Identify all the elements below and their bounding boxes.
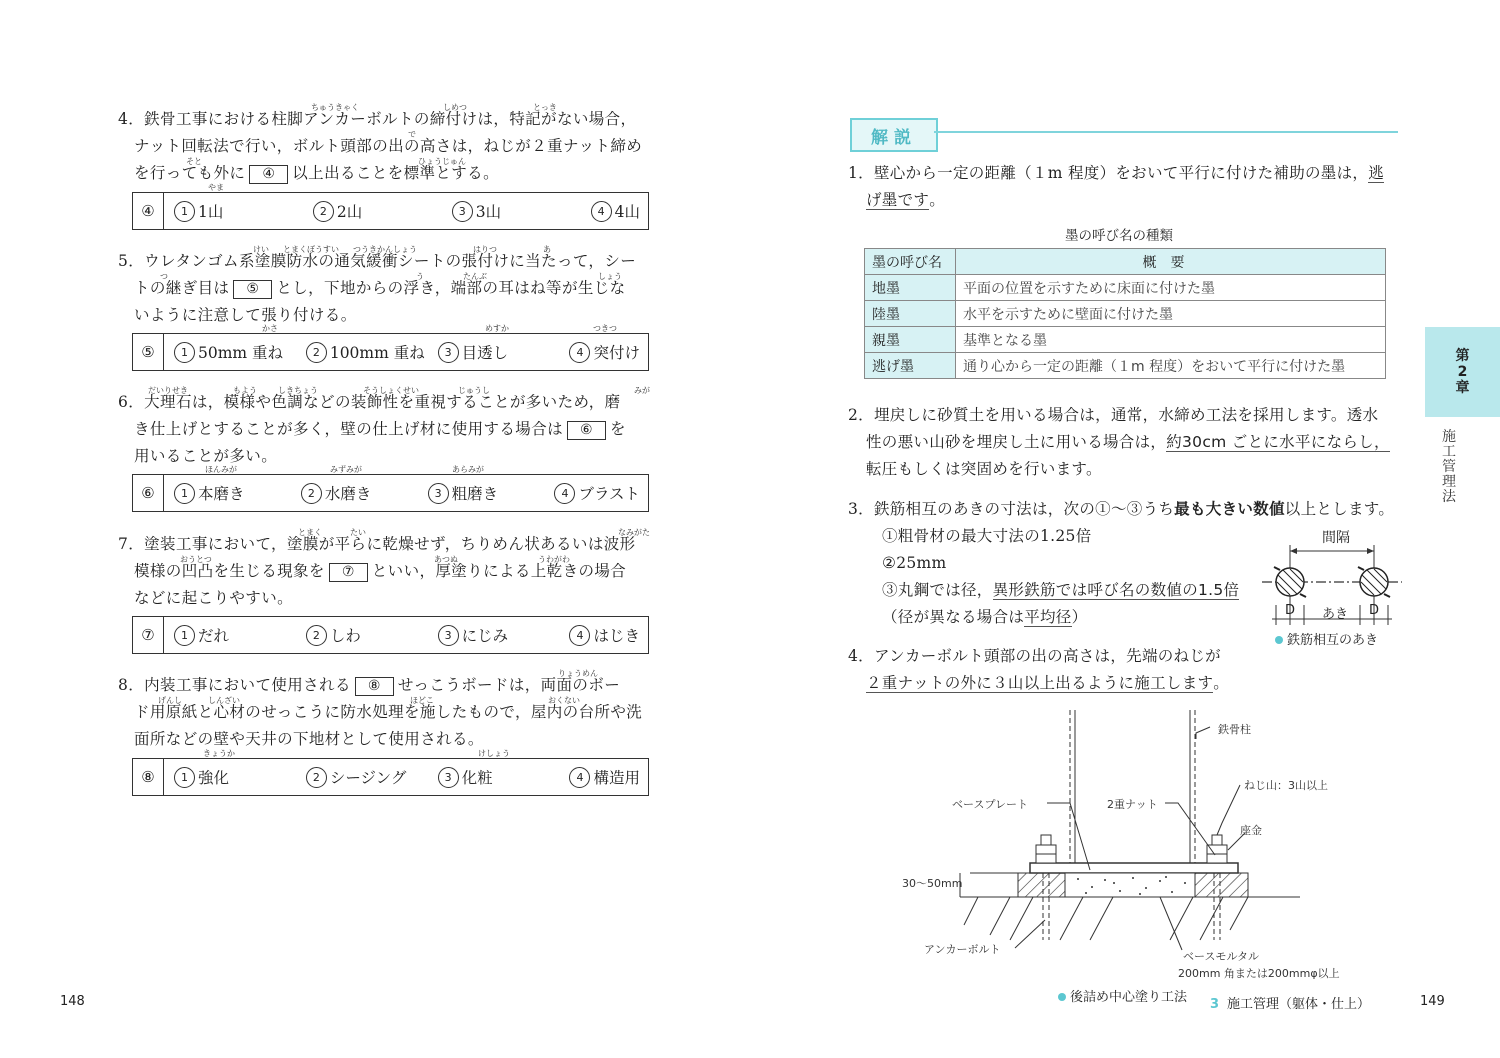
bolt-tip bbox=[1041, 835, 1051, 845]
commentary-heading: 解説 bbox=[850, 118, 938, 152]
ruby: ほどこ bbox=[410, 696, 434, 705]
rebar-left-icon bbox=[1274, 567, 1306, 597]
d-label: D bbox=[1285, 603, 1296, 618]
answer-blank: ④ bbox=[249, 165, 288, 184]
ruby: やま bbox=[208, 183, 224, 192]
ruby: りょうめん bbox=[558, 669, 598, 678]
column-label: 鉄骨柱 bbox=[1218, 723, 1251, 736]
answer-blank: ⑤ bbox=[233, 280, 272, 299]
ruby: しんざい bbox=[208, 696, 240, 705]
ruby: だいりせき bbox=[148, 386, 188, 395]
chapter-number: 3 bbox=[1210, 997, 1220, 1012]
options-number: ④ bbox=[133, 193, 164, 229]
question-text: ナット回転法で行い，ボルト頭部の出の高さは，ねじが２重ナット締め bbox=[134, 137, 643, 155]
base-mortar-label: ベースモルタル bbox=[1183, 950, 1260, 963]
option: 2 100mm 重ね bbox=[296, 341, 428, 363]
question-text: 5．ウレタンゴム系塗膜防水の通気緩衝シートの張付けに当たって，シー bbox=[118, 252, 637, 270]
ruby: そうしょくせい bbox=[363, 386, 419, 395]
answer-2: 2．埋戻しに砂質土を用いる場合は，通常，水締め工法を採用します。透水 性の悪い山砂を埋戻し土に用いる場合は，約30cm ごとに水平にならし， 転圧もしくは突固めを行います。 bbox=[848, 406, 1390, 478]
mortar-size-label: 200mm 角または200mmφ以上 bbox=[1178, 967, 1340, 980]
options-row-5 bbox=[132, 333, 649, 371]
answer-3: 3．鉄筋相互のあきの寸法は，次の①～③うち最も大きい数値以上とします。 ①粗骨材の最大寸法の1.25倍 ②25mm ③丸鋼では径，異形鉄筋では呼び名の数値の1.5倍 （径が異なる場合は平均径） bbox=[848, 500, 1395, 626]
washer-label: 座金 bbox=[1240, 824, 1262, 837]
ruby: とまく bbox=[298, 528, 322, 537]
ruby: はりつ bbox=[473, 245, 497, 254]
bolt-tip bbox=[1212, 835, 1222, 845]
d-label: D bbox=[1369, 603, 1380, 618]
option: 1 50mm 重ね bbox=[164, 341, 296, 363]
option: 2 2山 bbox=[303, 200, 442, 222]
ruby: たんぶ bbox=[463, 272, 487, 281]
options-row-7 bbox=[132, 616, 649, 654]
option: 4 構造用 bbox=[559, 766, 648, 788]
question-text: ド用原紙と心材のせっこうに防水処理を施したもので，屋内の台所や洗 bbox=[134, 703, 643, 721]
spacing-label: 間隔 bbox=[1322, 530, 1350, 546]
ruby: げんし bbox=[158, 696, 182, 705]
option: 4 はじき bbox=[559, 624, 648, 646]
table-header: 墨の呼び名 bbox=[865, 249, 956, 275]
clearance-label: あき bbox=[1322, 607, 1349, 622]
nut-icon bbox=[1207, 854, 1227, 863]
question-6 bbox=[118, 386, 653, 470]
answer-1: 1．壁心から一定の距離（１m 程度）をおいて平行に付けた補助の墨は，逃 げ墨です。 bbox=[848, 164, 1385, 209]
option: 4 突付け bbox=[559, 341, 648, 363]
option: 2 水磨き bbox=[291, 482, 418, 504]
ruby: けい bbox=[253, 245, 269, 254]
ruby: しめつ bbox=[443, 103, 467, 112]
ruby: で bbox=[408, 130, 416, 139]
ink-line-table bbox=[864, 248, 1386, 379]
ruby: しきちょう bbox=[278, 386, 318, 395]
option: 1 1山 bbox=[164, 200, 303, 222]
options-number: ⑥ bbox=[133, 475, 164, 511]
table-row: 地墨 平面の位置を示すために床面に付けた墨 bbox=[865, 275, 1386, 301]
ruby: じゅうし bbox=[458, 386, 490, 395]
question-5 bbox=[118, 245, 653, 329]
figure-caption-rebar: 鉄筋相互のあき bbox=[1275, 629, 1378, 648]
question-text: 8．内装工事において使用される bbox=[118, 676, 351, 694]
ruby: みが bbox=[634, 386, 650, 395]
question-text: を bbox=[609, 420, 626, 438]
question-text: 4．鉄骨工事における柱脚アンカーボルトの締付けは，特記がない場合， bbox=[118, 110, 637, 128]
page-number-right: 149 bbox=[1420, 994, 1445, 1009]
ruby: もよう bbox=[233, 386, 257, 395]
question-text: 用いることが多い。 bbox=[134, 447, 278, 465]
options-row-6 bbox=[132, 474, 649, 512]
running-footer bbox=[1210, 993, 1370, 1012]
answer-blank: ⑦ bbox=[329, 563, 368, 582]
ruby: たい bbox=[350, 528, 366, 537]
ruby: とっき bbox=[533, 103, 557, 112]
ruby: うわがわ bbox=[538, 555, 570, 564]
arrowhead bbox=[1290, 548, 1297, 554]
table-row: 陸墨 水平を示すために壁面に付けた墨 bbox=[865, 301, 1386, 327]
thread-label: ねじ山：3山以上 bbox=[1244, 779, 1328, 792]
ruby: かさ bbox=[262, 324, 278, 333]
answer-4: 4．アンカーボルト頭部の出の高さは，先端のねじが ２重ナットの外に３山以上出るように施工します。 bbox=[848, 647, 1230, 692]
answer-blank: ⑧ bbox=[355, 677, 394, 696]
options-number: ⑦ bbox=[133, 617, 164, 653]
option: 3 化粧 bbox=[428, 766, 560, 788]
option: 3 目透し bbox=[428, 341, 560, 363]
options-row-8 bbox=[132, 758, 649, 796]
table-row: 親墨 基準となる墨 bbox=[865, 327, 1386, 353]
ruby: めすか bbox=[485, 324, 509, 333]
nut-icon bbox=[1036, 845, 1056, 854]
options-number: ⑧ bbox=[133, 759, 164, 795]
ruby: おうとつ bbox=[180, 555, 212, 564]
ruby: あつぬ bbox=[434, 555, 458, 564]
anchor-bolt-label: アンカーボルト bbox=[924, 943, 1001, 956]
page-number-left: 148 bbox=[60, 994, 85, 1009]
ruby: きょうか bbox=[203, 749, 235, 758]
option: 2 シージング bbox=[296, 766, 428, 788]
question-4 bbox=[118, 103, 653, 187]
ruby: あらみが bbox=[452, 465, 484, 474]
ruby: ひょうじゅん bbox=[418, 157, 466, 166]
question-text: 7．塗装工事において，塗膜が平らに乾燥せず，ちりめん状あるいは波形 bbox=[118, 535, 636, 553]
ruby: けしょう bbox=[478, 749, 510, 758]
ruby: つ bbox=[160, 272, 168, 281]
figure-caption-base: 後詰め中心塗り工法 bbox=[1058, 986, 1187, 1005]
option: 3 3山 bbox=[442, 200, 581, 222]
question-text: を行っても外に bbox=[134, 164, 246, 182]
table-header-row bbox=[865, 249, 1386, 275]
chapter-side-title: 施 工 管 理 法 bbox=[1442, 429, 1456, 505]
options-number: ⑤ bbox=[133, 334, 164, 370]
base-plate-label: ベースプレート bbox=[952, 798, 1029, 811]
question-text: トの継ぎ目は bbox=[134, 279, 230, 297]
question-text: せっこうボードは，両面のボー bbox=[397, 676, 621, 694]
ruby: しょう bbox=[598, 272, 622, 281]
question-text: 模様の凹凸を生じる現象を bbox=[134, 562, 325, 580]
heading-rule bbox=[934, 131, 1398, 133]
double-nut-label: 2重ナット bbox=[1107, 798, 1158, 811]
arrowhead bbox=[1367, 548, 1374, 554]
option: 1 だれ bbox=[164, 624, 296, 646]
options-row-4 bbox=[132, 192, 649, 230]
option: 4 ブラスト bbox=[544, 482, 648, 504]
option: 1 本磨き bbox=[164, 482, 291, 504]
question-text: などに起こりやすい。 bbox=[134, 589, 294, 607]
question-7 bbox=[118, 528, 653, 612]
option: 3 粗磨き bbox=[418, 482, 545, 504]
ruby: つうきかんしょう bbox=[353, 245, 417, 254]
option: 1 強化 bbox=[164, 766, 296, 788]
question-text: 6．大理石は，模様や色調などの装飾性を重視することが多いため，磨 bbox=[118, 393, 621, 411]
bullet-icon bbox=[1058, 993, 1066, 1001]
option: 3 にじみ bbox=[428, 624, 560, 646]
ruby: あ bbox=[543, 245, 551, 254]
question-text: き仕上げとすることが多く，壁の仕上げ材に使用する場合は bbox=[134, 420, 563, 438]
ruby: つきつ bbox=[593, 324, 617, 333]
table-header: 概要 bbox=[956, 249, 1386, 275]
ruby: ほんみが bbox=[205, 465, 237, 474]
table-row: 逃げ墨 通り心から一定の距離（１m 程度）をおいて平行に付けた墨 bbox=[865, 353, 1386, 379]
nut-icon bbox=[1207, 845, 1227, 854]
option: 2 しわ bbox=[296, 624, 428, 646]
answer-blank: ⑥ bbox=[567, 421, 606, 440]
question-text: といい，厚塗りによる上乾きの場合 bbox=[371, 562, 627, 580]
chapter-side-tab: 第 2 章 bbox=[1425, 327, 1500, 417]
question-text: 以上出ることを標準とする。 bbox=[292, 164, 499, 182]
ruby: おくない bbox=[548, 696, 580, 705]
ruby: う bbox=[416, 272, 424, 281]
base-mortar bbox=[1065, 873, 1195, 897]
dimension-label: 30〜50mm bbox=[902, 877, 963, 890]
rebar-right-icon bbox=[1358, 567, 1390, 597]
question-text: いように注意して張り付ける。 bbox=[134, 306, 357, 324]
ruby: ちゅうきゃく bbox=[311, 103, 359, 112]
question-text: 面所などの壁や天井の下地材として使用される。 bbox=[134, 730, 484, 748]
table-caption: 墨の呼び名の種類 bbox=[1065, 228, 1173, 244]
nut-icon bbox=[1036, 854, 1056, 863]
ruby: みずみが bbox=[330, 465, 362, 474]
chapter-title: 施工管理（躯体・仕上） bbox=[1227, 997, 1371, 1012]
question-8 bbox=[118, 669, 653, 753]
question-text: とし，下地からの浮き，端部の耳はね等が生じな bbox=[276, 279, 626, 297]
ruby: とまくぼうすい bbox=[283, 245, 339, 254]
ruby: そと bbox=[186, 157, 202, 166]
ground-hatch bbox=[964, 897, 1248, 940]
base-plate bbox=[1030, 863, 1238, 873]
ruby: なみがた bbox=[618, 528, 650, 537]
option: 4 4山 bbox=[581, 200, 648, 222]
